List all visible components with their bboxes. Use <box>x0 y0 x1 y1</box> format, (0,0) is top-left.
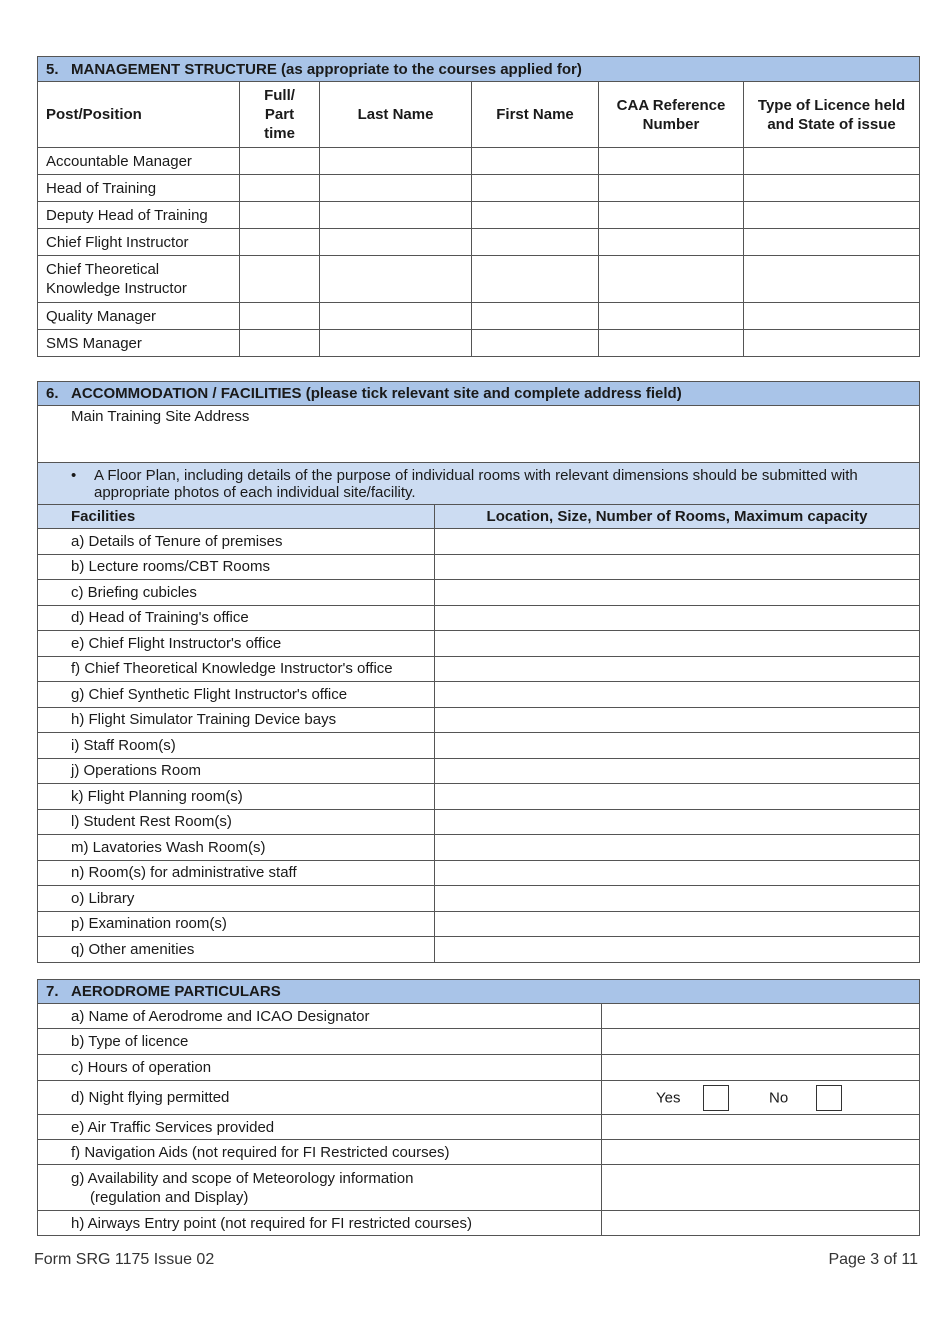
page-number: Page 3 of 11 <box>828 1251 918 1268</box>
meteorology-label-line2: (regulation and Display) <box>90 1188 249 1206</box>
facility-label: m) Lavatories Wash Room(s) <box>38 835 435 861</box>
navigation-aids-input[interactable] <box>602 1140 920 1165</box>
input-cell[interactable] <box>744 303 920 330</box>
input-cell[interactable] <box>320 148 472 175</box>
input-cell[interactable] <box>472 202 599 229</box>
input-cell[interactable] <box>744 330 920 357</box>
section-5-header: 5. MANAGEMENT STRUCTURE (as appropriate to the courses applied for) <box>38 57 920 82</box>
col-full-part-time: Full/ Part time <box>240 82 320 148</box>
input-cell[interactable] <box>599 202 744 229</box>
facility-label: h) Flight Simulator Training Device bays <box>38 707 435 733</box>
hours-of-operation-input[interactable] <box>602 1055 920 1081</box>
facility-input[interactable] <box>435 631 920 657</box>
input-cell[interactable] <box>744 175 920 202</box>
facility-label: e) Chief Flight Instructor's office <box>38 631 435 657</box>
input-cell[interactable] <box>599 256 744 303</box>
facility-label: p) Examination room(s) <box>38 911 435 937</box>
input-cell[interactable] <box>240 330 320 357</box>
facility-input[interactable] <box>435 682 920 708</box>
table-row <box>38 229 920 256</box>
facility-input[interactable] <box>435 835 920 861</box>
facility-label: q) Other amenities <box>38 937 435 963</box>
col-facilities: Facilities <box>38 505 435 529</box>
night-flying-options <box>602 1081 920 1115</box>
table-row <box>38 202 920 229</box>
floor-plan-note-text: A Floor Plan, including details of the purpose of individual rooms with relevant dimensions should be submitted with appropriate photos of each individual site/facility. <box>94 466 858 501</box>
facility-label: j) Operations Room <box>38 758 435 784</box>
table-row <box>38 886 920 912</box>
facility-input[interactable] <box>435 529 920 555</box>
facility-input[interactable] <box>435 809 920 835</box>
facility-input[interactable] <box>435 911 920 937</box>
facility-input[interactable] <box>435 937 920 963</box>
table-row <box>38 1081 920 1115</box>
col-first-name: First Name <box>472 82 599 148</box>
input-cell[interactable] <box>599 148 744 175</box>
input-cell[interactable] <box>599 175 744 202</box>
input-cell[interactable] <box>240 175 320 202</box>
facility-label: k) Flight Planning room(s) <box>38 784 435 810</box>
aerodrome-name-input[interactable] <box>602 1004 920 1029</box>
input-cell[interactable] <box>744 148 920 175</box>
col-licence-type: Type of Licence held and State of issue <box>744 82 920 148</box>
facility-input[interactable] <box>435 784 920 810</box>
floor-plan-note <box>38 463 920 505</box>
facility-label: b) Lecture rooms/CBT Rooms <box>38 554 435 580</box>
table-row <box>38 1115 920 1140</box>
facility-label: f) Chief Theoretical Knowledge Instructor's office <box>38 656 435 682</box>
facility-input[interactable] <box>435 733 920 759</box>
licence-type-label: b) Type of licence <box>38 1029 602 1055</box>
input-cell[interactable] <box>320 175 472 202</box>
col-caa-reference: CAA Reference Number <box>599 82 744 148</box>
table-row <box>38 1029 920 1055</box>
yes-checkbox[interactable] <box>703 1085 729 1111</box>
facility-label: l) Student Rest Room(s) <box>38 809 435 835</box>
input-cell[interactable] <box>320 202 472 229</box>
table-row <box>38 148 920 175</box>
input-cell[interactable] <box>472 148 599 175</box>
table-row <box>38 656 920 682</box>
facility-input[interactable] <box>435 707 920 733</box>
main-site-address-field[interactable] <box>38 406 920 463</box>
table-row <box>38 605 920 631</box>
input-cell[interactable] <box>599 229 744 256</box>
table-row <box>38 937 920 963</box>
input-cell[interactable] <box>320 229 472 256</box>
air-traffic-services-input[interactable] <box>602 1115 920 1140</box>
management-structure-table <box>37 56 920 357</box>
input-cell[interactable] <box>472 256 599 303</box>
facility-input[interactable] <box>435 656 920 682</box>
form-id: Form SRG 1175 Issue 02 <box>34 1251 215 1268</box>
hours-of-operation-label: c) Hours of operation <box>38 1055 602 1081</box>
facility-input[interactable] <box>435 860 920 886</box>
accommodation-facilities-table <box>37 381 920 963</box>
table-row <box>38 733 920 759</box>
yes-label: Yes <box>656 1089 681 1106</box>
table-row <box>38 1165 920 1211</box>
post-label: Chief Theoretical Knowledge Instructor <box>38 256 240 303</box>
table-row <box>38 631 920 657</box>
post-label: SMS Manager <box>38 330 240 357</box>
airways-entry-input[interactable] <box>602 1211 920 1236</box>
meteorology-label <box>38 1165 602 1211</box>
facility-input[interactable] <box>435 886 920 912</box>
table-row <box>38 835 920 861</box>
aerodrome-particulars-table <box>37 979 920 1236</box>
table-row <box>38 758 920 784</box>
input-cell[interactable] <box>744 229 920 256</box>
facility-label: c) Briefing cubicles <box>38 580 435 606</box>
no-checkbox[interactable] <box>816 1085 842 1111</box>
navigation-aids-label: f) Navigation Aids (not required for FI Restricted courses) <box>38 1140 602 1165</box>
table-row <box>38 529 920 555</box>
input-cell[interactable] <box>472 303 599 330</box>
post-label: Quality Manager <box>38 303 240 330</box>
facility-label: g) Chief Synthetic Flight Instructor's office <box>38 682 435 708</box>
meteorology-input[interactable] <box>602 1165 920 1211</box>
post-label: Accountable Manager <box>38 148 240 175</box>
input-cell[interactable] <box>240 148 320 175</box>
input-cell[interactable] <box>240 202 320 229</box>
night-flying-label: d) Night flying permitted <box>38 1081 602 1115</box>
facility-label: a) Details of Tenure of premises <box>38 529 435 555</box>
table-row <box>38 1004 920 1029</box>
input-cell[interactable] <box>320 303 472 330</box>
licence-type-input[interactable] <box>602 1029 920 1055</box>
table-row <box>38 1211 920 1236</box>
section-7-header: 7. AERODROME PARTICULARS <box>38 980 920 1004</box>
table-row <box>38 303 920 330</box>
col-last-name: Last Name <box>320 82 472 148</box>
input-cell[interactable] <box>599 330 744 357</box>
input-cell[interactable] <box>240 256 320 303</box>
input-cell[interactable] <box>744 256 920 303</box>
table-row <box>38 707 920 733</box>
table-row <box>38 554 920 580</box>
input-cell[interactable] <box>240 229 320 256</box>
input-cell[interactable] <box>744 202 920 229</box>
table-row <box>38 175 920 202</box>
section-6-header: 6. ACCOMMODATION / FACILITIES (please tick relevant site and complete address field) <box>38 382 920 406</box>
table-row <box>38 330 920 357</box>
main-site-address-label: Main Training Site Address <box>71 408 250 425</box>
meteorology-label-line1: g) Availability and scope of Meteorology information <box>71 1169 414 1187</box>
air-traffic-services-label: e) Air Traffic Services provided <box>38 1115 602 1140</box>
input-cell[interactable] <box>472 175 599 202</box>
facility-input[interactable] <box>435 605 920 631</box>
post-label: Deputy Head of Training <box>38 202 240 229</box>
table-row <box>38 784 920 810</box>
table-row <box>38 256 920 303</box>
aerodrome-name-label: a) Name of Aerodrome and ICAO Designator <box>38 1004 602 1029</box>
facility-label: o) Library <box>38 886 435 912</box>
facility-input[interactable] <box>435 758 920 784</box>
facility-input[interactable] <box>435 580 920 606</box>
table-row <box>38 1055 920 1081</box>
input-cell[interactable] <box>599 303 744 330</box>
no-label: No <box>769 1089 789 1106</box>
input-cell[interactable] <box>472 229 599 256</box>
bullet-icon: • <box>71 466 77 484</box>
post-label: Head of Training <box>38 175 240 202</box>
input-cell[interactable] <box>320 330 472 357</box>
col-post-position: Post/Position <box>38 82 240 148</box>
input-cell[interactable] <box>472 330 599 357</box>
post-label: Chief Flight Instructor <box>38 229 240 256</box>
facility-label: i) Staff Room(s) <box>38 733 435 759</box>
facility-label: d) Head of Training's office <box>38 605 435 631</box>
facility-label: n) Room(s) for administrative staff <box>38 860 435 886</box>
table-row <box>38 580 920 606</box>
col-location-size: Location, Size, Number of Rooms, Maximum capacity <box>435 505 920 529</box>
table-row <box>38 911 920 937</box>
table-row <box>38 860 920 886</box>
airways-entry-label: h) Airways Entry point (not required for FI restricted courses) <box>38 1211 602 1236</box>
input-cell[interactable] <box>240 303 320 330</box>
table-row <box>38 1140 920 1165</box>
table-row <box>38 809 920 835</box>
column-header-row <box>38 82 920 148</box>
table-row <box>38 682 920 708</box>
facility-input[interactable] <box>435 554 920 580</box>
input-cell[interactable] <box>320 256 472 303</box>
